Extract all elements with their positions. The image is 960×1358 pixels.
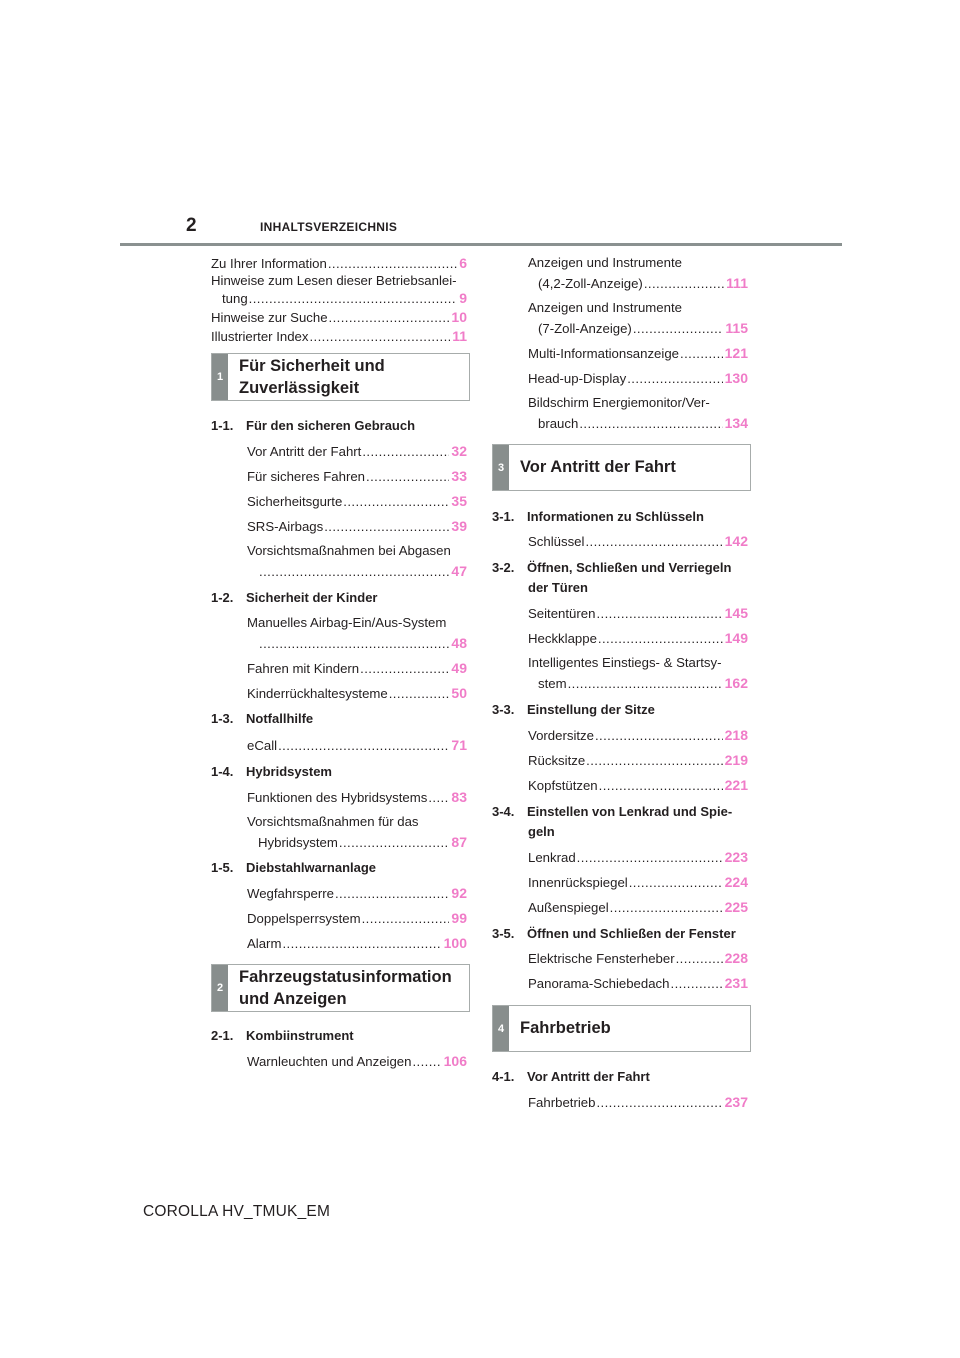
page-link[interactable]: 48 <box>451 635 467 651</box>
toc-entry[interactable]: Alarm ..... 100 <box>247 934 467 953</box>
page-link[interactable]: 39 <box>451 518 467 534</box>
page-link[interactable]: 142 <box>724 533 748 549</box>
chapter-title: Für Sicherheit und <box>239 357 385 375</box>
page-link[interactable]: 6 <box>459 255 467 271</box>
toc-entry-line1: Vorsichtsmaßnahmen für das <box>247 814 419 829</box>
page-link[interactable]: 99 <box>451 910 467 926</box>
page-link[interactable]: 237 <box>724 1094 748 1110</box>
page-link[interactable]: 223 <box>724 849 748 865</box>
chapter-box-4[interactable] <box>492 1005 751 1052</box>
page-link[interactable]: 71 <box>451 737 467 753</box>
page-link[interactable]: 115 <box>725 320 748 336</box>
section-heading: 2-1. Kombiinstrument <box>211 1028 354 1043</box>
toc-entry[interactable]: stem ..... 162 <box>538 674 748 693</box>
page-link[interactable]: 219 <box>724 752 748 768</box>
page-link[interactable]: 130 <box>724 370 748 386</box>
page-link[interactable]: 87 <box>451 834 467 850</box>
toc-entry-line1: Bildschirm Energiemonitor/Ver- <box>528 395 710 410</box>
toc-entry[interactable]: tung ..... 9 <box>222 289 467 308</box>
page-link[interactable]: 162 <box>724 675 748 691</box>
toc-entry[interactable]: Head-up-Display ..... 130 <box>528 369 748 388</box>
toc-entry-line1: Intelligentes Einstiegs- & Startsy- <box>528 655 722 670</box>
toc-entry[interactable]: Fahrbetrieb ..... 237 <box>528 1093 748 1112</box>
toc-entry[interactable]: Hybridsystem ..... 87 <box>258 833 467 852</box>
chapter-tab: 4 <box>493 1006 509 1051</box>
page-link[interactable]: 225 <box>724 899 748 915</box>
section-heading: 3-2. Öffnen, Schließen und Verriegeln <box>492 560 732 575</box>
section-heading: 4-1. Vor Antritt der Fahrt <box>492 1069 650 1084</box>
chapter-box-3[interactable] <box>492 444 751 491</box>
toc-entry[interactable]: Hinweise zur Suche ..... 10 <box>211 308 467 327</box>
page-link[interactable]: 50 <box>451 685 467 701</box>
toc-entry[interactable]: Außenspiegel ..... 225 <box>528 898 748 917</box>
page-link[interactable]: 106 <box>443 1053 467 1069</box>
page-link[interactable]: 83 <box>451 789 467 805</box>
section-heading: 3-5. Öffnen und Schließen der Fenster <box>492 926 736 941</box>
toc-entry[interactable] <box>258 634 467 653</box>
toc-entry[interactable]: Sicherheitsgurte ..... 35 <box>247 492 467 511</box>
chapter-title: Zuverlässigkeit <box>239 379 360 397</box>
chapter-title: und Anzeigen <box>239 990 347 1008</box>
section-heading: 3-3. Einstellung der Sitze <box>492 702 655 717</box>
toc-entry[interactable]: Panorama-Schiebedach ..... 231 <box>528 974 748 993</box>
page-link[interactable]: 35 <box>451 493 467 509</box>
toc-entry[interactable]: Rücksitze ..... 219 <box>528 751 748 770</box>
toc-entry[interactable]: Heckklappe ..... 149 <box>528 629 748 648</box>
page-link[interactable]: 145 <box>724 605 748 621</box>
page-link[interactable]: 218 <box>724 727 748 743</box>
toc-entry-line1: Manuelles Airbag-Ein/Aus-System <box>247 615 447 630</box>
toc-entry[interactable]: Elektrische Fensterheber ..... 228 <box>528 949 748 968</box>
toc-entry[interactable]: Kinderrückhaltesysteme ..... 50 <box>247 684 467 703</box>
toc-entry[interactable]: (7-Zoll-Anzeige) ..... 115 <box>538 319 748 338</box>
page-link[interactable]: 231 <box>724 975 748 991</box>
chapter-title: Fahrbetrieb <box>520 1019 611 1037</box>
toc-entry[interactable]: Vordersitze ..... 218 <box>528 726 748 745</box>
page-link[interactable]: 92 <box>451 885 467 901</box>
page-link[interactable]: 49 <box>451 660 467 676</box>
section-heading-line2: der Türen <box>528 580 588 595</box>
section-heading: 1-1. Für den sicheren Gebrauch <box>211 418 416 433</box>
page-link[interactable]: 228 <box>724 950 748 966</box>
chapter-box-2[interactable] <box>211 964 470 1012</box>
page-number: 2 <box>186 215 197 236</box>
toc-entry[interactable]: Warnleuchten und Anzeigen ..... 106 <box>247 1052 467 1071</box>
toc-entry[interactable]: Illustrierter Index ..... 11 <box>211 327 467 346</box>
chapter-box-1[interactable] <box>211 353 470 401</box>
toc-entry[interactable]: Kopfstützen ..... 221 <box>528 776 748 795</box>
section-heading: 1-3. Notfallhilfe <box>211 711 314 726</box>
section-heading: 3-4. Einstellen von Lenkrad und Spie- <box>492 804 733 819</box>
page-link[interactable]: 149 <box>724 630 748 646</box>
page-link[interactable]: 224 <box>724 874 748 890</box>
chapter-tab: 3 <box>493 445 509 490</box>
page-link[interactable]: 47 <box>451 563 467 579</box>
toc-entry[interactable]: Wegfahrsperre ..... 92 <box>247 884 467 903</box>
toc-entry-line1: Anzeigen und Instrumente <box>528 300 682 315</box>
toc-entry[interactable] <box>258 562 467 581</box>
page-link[interactable]: 33 <box>451 468 467 484</box>
page-link[interactable]: 121 <box>724 345 748 361</box>
toc-entry[interactable]: Für sicheres Fahren ..... 33 <box>247 467 467 486</box>
section-heading: 1-4. Hybridsystem <box>211 764 332 779</box>
toc-entry[interactable]: Schlüssel ..... 142 <box>528 532 748 551</box>
toc-entry[interactable]: Zu Ihrer Information ..... 6 <box>211 254 467 273</box>
footer-model-code: COROLLA HV_TMUK_EM <box>143 1203 331 1220</box>
toc-entry[interactable]: Fahren mit Kindern ..... 49 <box>247 659 467 678</box>
chapter-title: Vor Antritt der Fahrt <box>520 458 676 476</box>
page-link[interactable]: 11 <box>452 328 467 344</box>
toc-entry[interactable]: eCall ..... 71 <box>247 736 467 755</box>
header-divider <box>120 243 842 246</box>
page-link[interactable]: 9 <box>459 290 467 306</box>
chapter-tab: 2 <box>212 965 228 1011</box>
chapter-tab: 1 <box>212 354 228 400</box>
page-link[interactable]: 100 <box>443 935 467 951</box>
toc-entry[interactable]: Multi-Informationsanzeige ..... 121 <box>528 344 748 363</box>
toc-entry[interactable]: Doppelsperrsystem ..... 99 <box>247 909 467 928</box>
toc-entry-line1: Anzeigen und Instrumente <box>528 255 682 270</box>
page-link[interactable]: 111 <box>726 275 748 291</box>
page-link[interactable]: 221 <box>724 777 748 793</box>
page-link[interactable]: 32 <box>451 443 467 459</box>
toc-entry[interactable]: SRS-Airbags ..... 39 <box>247 517 467 536</box>
toc-entry-line1: Vorsichtsmaßnahmen bei Abgasen <box>247 543 451 558</box>
toc-entry[interactable]: Seitentüren ..... 145 <box>528 604 748 623</box>
toc-entry[interactable]: Vor Antritt der Fahrt ..... 32 <box>247 442 467 461</box>
page-title: INHALTSVERZEICHNIS <box>260 220 398 234</box>
section-heading-line2: geln <box>528 824 555 839</box>
section-heading: 1-5. Diebstahlwarnanlage <box>211 860 377 875</box>
toc-entry[interactable]: Funktionen des Hybridsystems ..... 83 <box>247 788 467 807</box>
toc-entry-line1: Hinweise zum Lesen dieser Betriebsanlei- <box>211 273 457 288</box>
chapter-title: Fahrzeugstatusinformation <box>239 968 452 986</box>
toc-entry[interactable]: Innenrückspiegel ..... 224 <box>528 873 748 892</box>
section-heading: 3-1. Informationen zu Schlüsseln <box>492 509 704 524</box>
toc-entry[interactable]: Lenkrad ..... 223 <box>528 848 748 867</box>
section-heading: 1-2. Sicherheit der Kinder <box>211 590 378 605</box>
toc-entry[interactable]: (4,2-Zoll-Anzeige) ..... 111 <box>538 274 748 293</box>
toc-entry[interactable]: brauch ..... 134 <box>538 414 748 433</box>
page-link[interactable]: 10 <box>451 309 467 325</box>
page-link[interactable]: 134 <box>724 415 748 431</box>
